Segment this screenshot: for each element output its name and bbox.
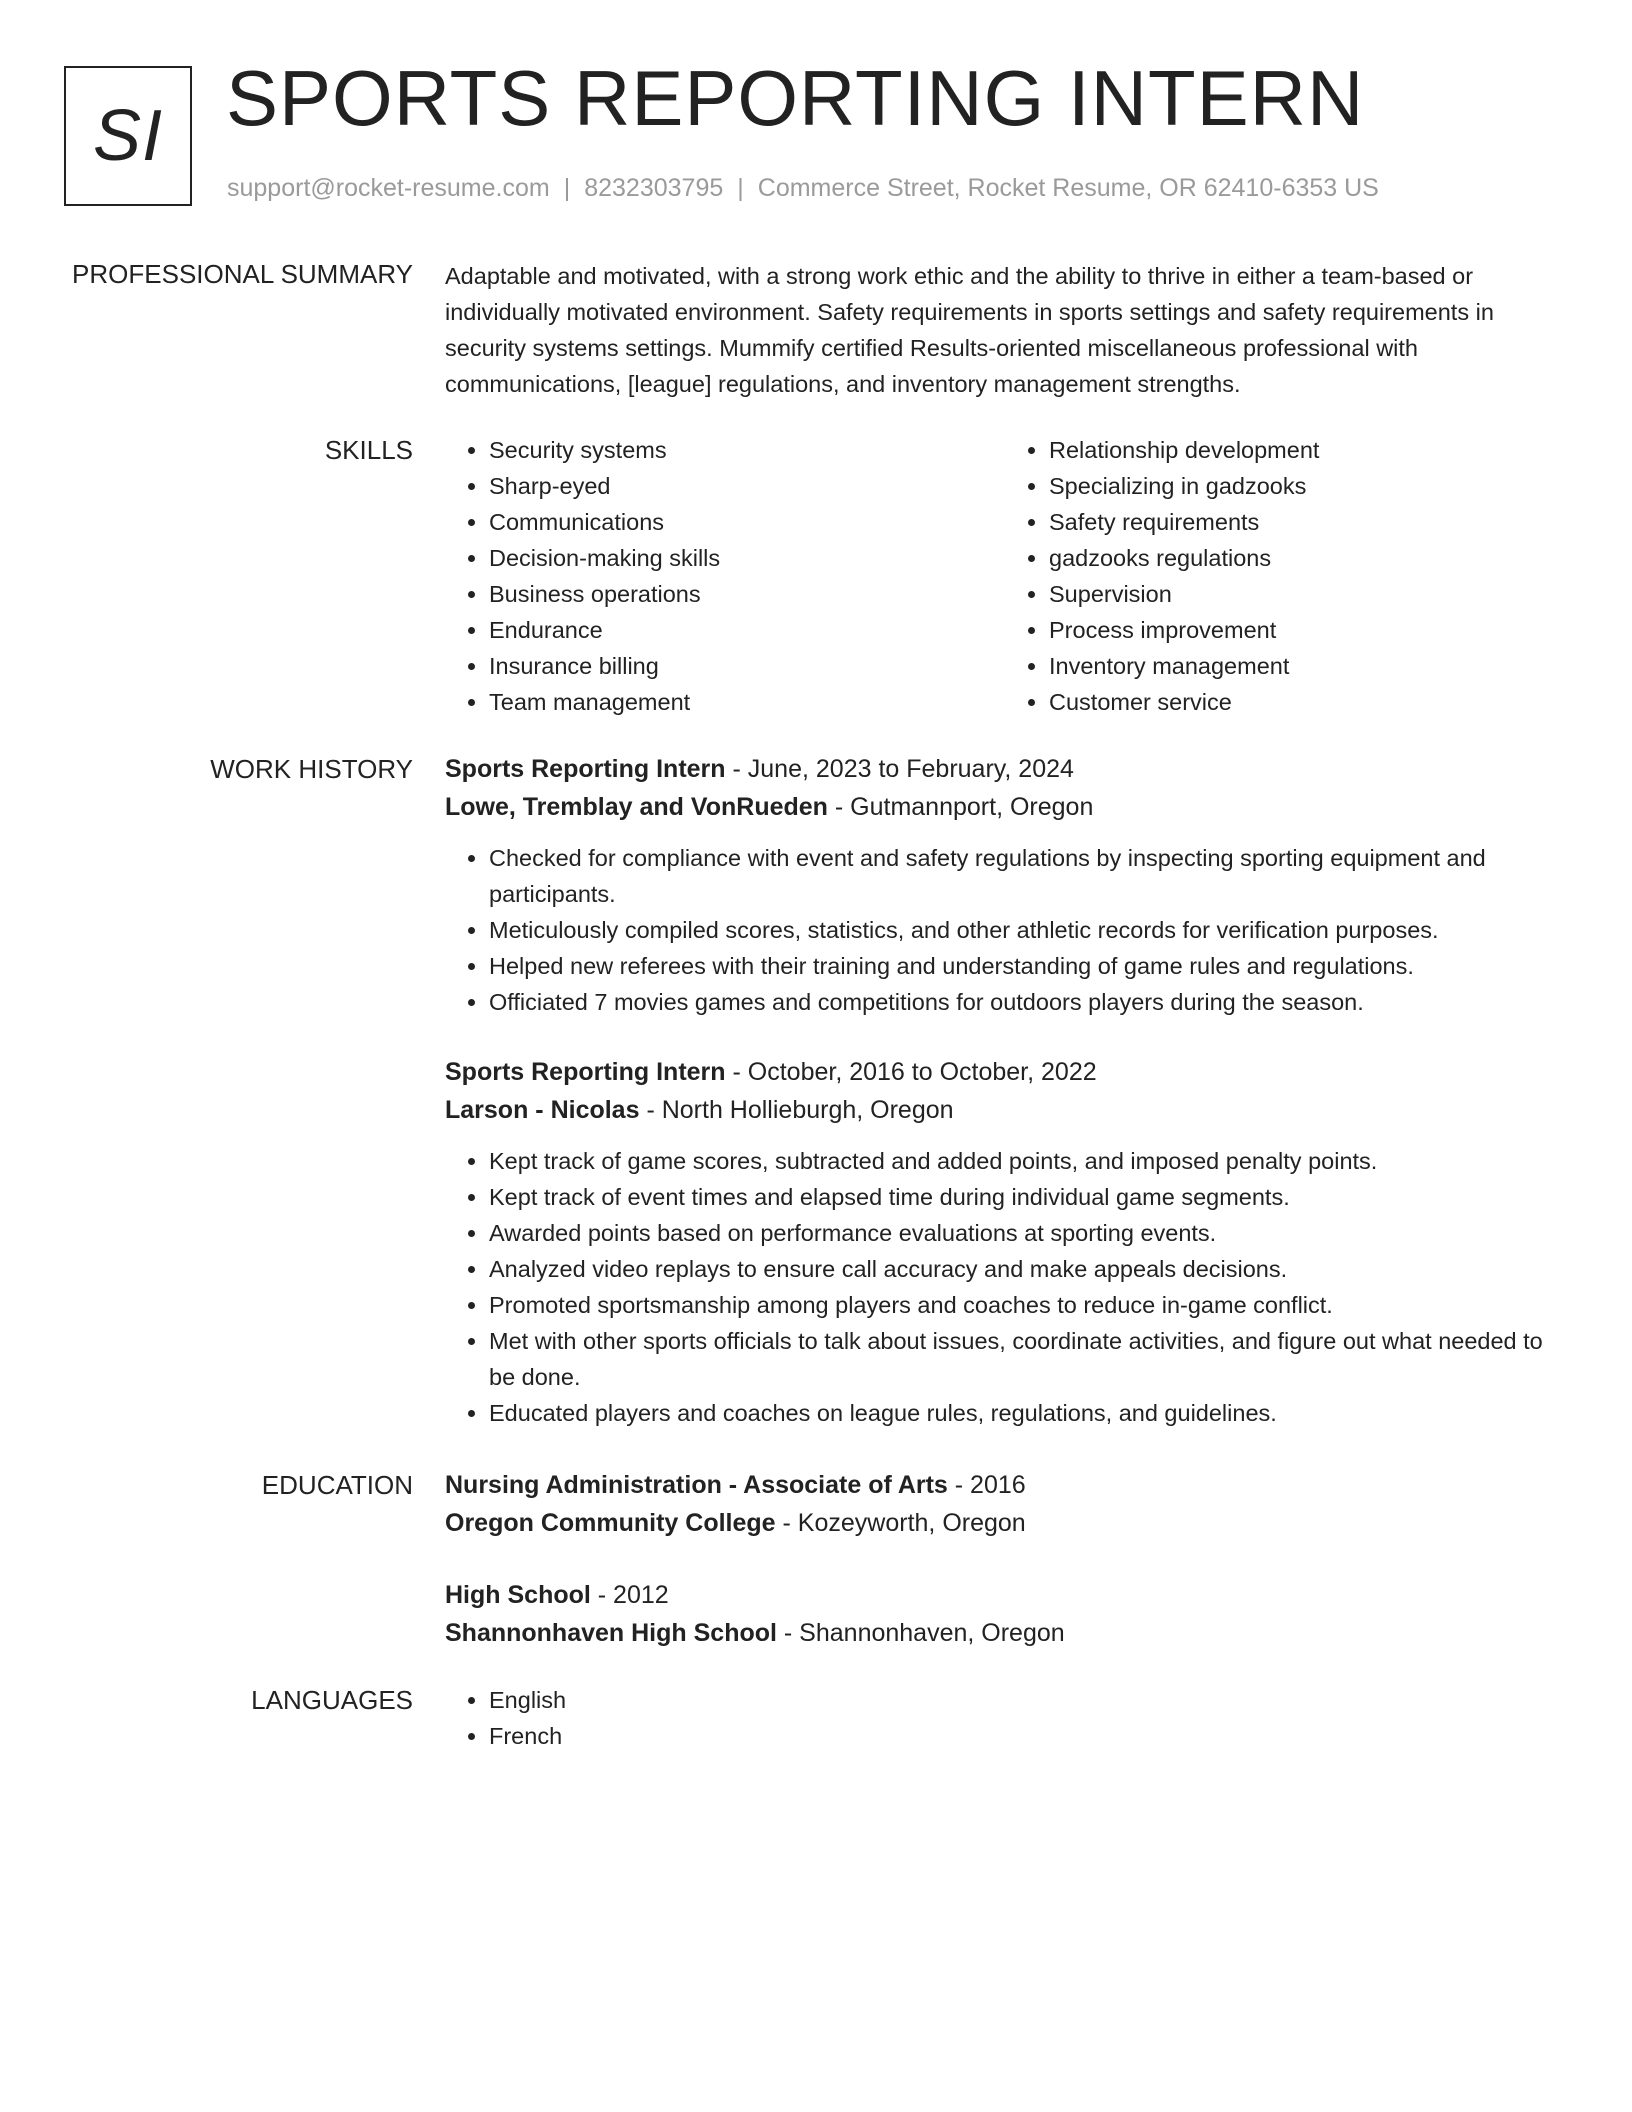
languages-list xyxy=(445,1682,1565,1754)
job-title-line xyxy=(445,1053,1565,1091)
degree-line xyxy=(445,1576,1565,1614)
skill-item: • Decision-making skills xyxy=(489,540,1005,576)
school-name: Oregon Community College xyxy=(445,1509,776,1537)
skill-item: • Insurance billing xyxy=(489,648,1005,684)
degree-line xyxy=(445,1466,1565,1504)
job-bullet: • Met with other sports officials to talk about issues, coordinate activities, and figure out what needed to be done. xyxy=(489,1323,1565,1395)
job-bullet: • Helped new referees with their training and understanding of game rules and regulations. xyxy=(489,948,1565,984)
skill-item: • Safety requirements xyxy=(1049,504,1565,540)
languages-body xyxy=(445,1682,1565,1754)
contact-address: Commerce Street, Rocket Resume, OR 62410-6353 US xyxy=(757,174,1379,202)
skills-label: SKILLS xyxy=(324,435,413,465)
job-title: Sports Reporting Intern xyxy=(445,1058,726,1086)
job-title-line xyxy=(445,750,1565,788)
skill-item: • Supervision xyxy=(1049,576,1565,612)
contact-line xyxy=(227,174,1379,203)
job-bullet: • Analyzed video replays to ensure call accuracy and make appeals decisions. xyxy=(489,1251,1565,1287)
degree-name: High School xyxy=(445,1581,591,1609)
job-bullet: • Educated players and coaches on league rules, regulations, and guidelines. xyxy=(489,1395,1565,1431)
job-dates: - June, 2023 to February, 2024 xyxy=(725,755,1074,783)
education-label: EDUCATION xyxy=(261,1470,413,1500)
skill-item: • Sharp-eyed xyxy=(489,468,1005,504)
summary-text: Adaptable and motivated, with a strong work ethic and the ability to thrive in either a team-based or individually motivated environment. Safety requirements in sports settings and safety requirements in security systems settings. Mummify certified Results-oriented miscellaneous professional with communications, [league] regulations, and inventory management strengths. xyxy=(445,263,1494,397)
skill-item: • Process improvement xyxy=(1049,612,1565,648)
job-bullet-list xyxy=(445,840,1565,1020)
summary-label: PROFESSIONAL SUMMARY xyxy=(72,259,413,289)
employer-location: - North Hollieburgh, Oregon xyxy=(639,1096,954,1124)
education-entry xyxy=(445,1466,1565,1542)
employer-name: Lowe, Tremblay and VonRueden xyxy=(445,793,828,821)
job-bullet: • Checked for compliance with event and safety regulations by inspecting sporting equipment and participants. xyxy=(489,840,1565,912)
skill-item: • Relationship development xyxy=(1049,432,1565,468)
degree-name: Nursing Administration - Associate of Arts xyxy=(445,1471,948,1499)
skill-item: • Specializing in gadzooks xyxy=(1049,468,1565,504)
skill-item: • Security systems xyxy=(489,432,1005,468)
job-title: Sports Reporting Intern xyxy=(445,755,726,783)
skills-columns xyxy=(445,432,1565,720)
job-entry xyxy=(445,750,1565,1020)
contact-separator: | xyxy=(563,174,571,202)
degree-year: - 2016 xyxy=(947,1471,1026,1499)
skill-item: • Communications xyxy=(489,504,1005,540)
employer-location: - Gutmannport, Oregon xyxy=(827,793,1094,821)
language-item: • English xyxy=(489,1682,1565,1718)
monogram-box: SI xyxy=(64,66,192,206)
job-bullet: • Awarded points based on performance evaluations at sporting events. xyxy=(489,1215,1565,1251)
school-location: - Shannonhaven, Oregon xyxy=(776,1619,1065,1647)
job-bullet-list xyxy=(445,1143,1565,1431)
skill-item: • Business operations xyxy=(489,576,1005,612)
skill-item: • Team management xyxy=(489,684,1005,720)
school-location: - Kozeyworth, Oregon xyxy=(775,1509,1026,1537)
school-line xyxy=(445,1614,1565,1652)
candidate-name: SPORTS REPORTING INTERN xyxy=(226,54,1365,142)
work-label: WORK HISTORY xyxy=(210,754,413,784)
job-bullet: • Officiated 7 movies games and competitions for outdoors players during the season. xyxy=(489,984,1565,1020)
job-bullet: • Kept track of event times and elapsed time during individual game segments. xyxy=(489,1179,1565,1215)
school-line xyxy=(445,1504,1565,1542)
job-bullet: • Meticulously compiled scores, statistics, and other athletic records for verification purposes. xyxy=(489,912,1565,948)
contact-separator: | xyxy=(737,174,744,202)
summary-body xyxy=(445,258,1565,402)
skill-item: • gadzooks regulations xyxy=(1049,540,1565,576)
job-entry xyxy=(445,1053,1565,1431)
job-dates: - October, 2016 to October, 2022 xyxy=(725,1058,1097,1086)
job-bullet: • Kept track of game scores, subtracted and added points, and imposed penalty points. xyxy=(489,1143,1565,1179)
employer-line xyxy=(445,1091,1565,1129)
skills-list-right xyxy=(1005,432,1565,720)
skills-list-left xyxy=(445,432,1005,720)
job-bullet: • Promoted sportsmanship among players and coaches to reduce in-game conflict. xyxy=(489,1287,1565,1323)
employer-name: Larson - Nicolas xyxy=(445,1096,640,1124)
degree-year: - 2012 xyxy=(590,1581,669,1609)
contact-email: support@rocket-resume.com xyxy=(227,174,550,202)
skills-body xyxy=(445,432,1565,720)
skill-item: • Inventory management xyxy=(1049,648,1565,684)
language-item: • French xyxy=(489,1718,1565,1754)
education-entry xyxy=(445,1576,1565,1652)
languages-label: LANGUAGES xyxy=(251,1685,413,1715)
employer-line xyxy=(445,788,1565,826)
skill-item: • Customer service xyxy=(1049,684,1565,720)
school-name: Shannonhaven High School xyxy=(445,1619,777,1647)
contact-phone: 8232303795 xyxy=(584,174,724,202)
skill-item: • Endurance xyxy=(489,612,1005,648)
